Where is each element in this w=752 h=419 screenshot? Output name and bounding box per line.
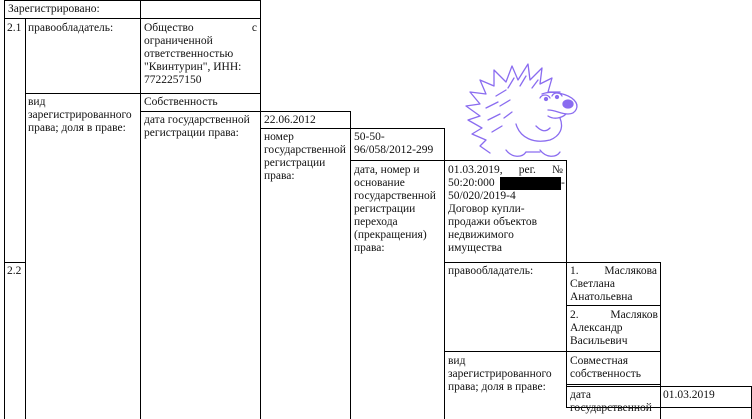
reg-date-value: 01.03.2019 — [663, 389, 715, 401]
grid-line — [350, 111, 351, 419]
holder-index: 1. — [570, 265, 579, 277]
grid-line — [444, 351, 660, 352]
reg-date-value: 22.06.2012 — [264, 114, 316, 126]
holder-label: правообладатель: — [448, 265, 534, 277]
transfer-label: дата, номер и основание государственной регистрации перехода (прекращения) права: — [354, 164, 436, 254]
right-type-label: вид зарегистрированного права; доля в праве: — [448, 355, 552, 393]
grid-line — [260, 18, 261, 111]
right-type-value: Совместная собственность — [570, 355, 642, 380]
transfer-value-dash: - — [561, 177, 565, 189]
holder-label: правообладатель: — [28, 22, 114, 34]
holder-name: Светлана Анатольевна — [570, 278, 633, 303]
transfer-value-line1: 01.03.2019, рег. № — [448, 164, 563, 176]
registered-label: Зарегистрировано: — [8, 3, 100, 15]
grid-line — [444, 262, 660, 263]
grid-line — [566, 384, 660, 385]
grid-line — [25, 18, 26, 419]
holder-name-line1: Маслякова — [604, 265, 657, 277]
grid-line — [25, 93, 140, 94]
grid-line — [260, 0, 261, 18]
grid-line — [566, 386, 752, 387]
grid-line — [140, 93, 260, 94]
grid-line — [660, 262, 661, 419]
hedgehog-doodle-icon — [456, 58, 586, 166]
redaction-bar — [500, 177, 561, 190]
right-type-label: вид зарегистрированного права; доля в праве: — [28, 96, 132, 134]
section-number: 2.1 — [7, 22, 22, 34]
holder-value: ограниченной ответственностью "Квинтурин", ИНН: 7722257150 — [144, 35, 242, 86]
grid-line — [4, 0, 5, 419]
reg-number-label: номер государственной регистрации права: — [264, 131, 346, 182]
reg-number-value: 50-50- 96/058/2012-299 — [354, 131, 434, 156]
grid-line — [140, 111, 350, 112]
transfer-value-cadastral: 50:20:000 — [448, 177, 495, 189]
grid-line — [566, 305, 660, 306]
section-number: 2.2 — [7, 265, 22, 277]
holder-name-line1: Масляков — [610, 309, 658, 321]
grid-line — [140, 0, 141, 419]
reg-date-label: дата государственной — [570, 389, 652, 414]
grid-line — [4, 18, 260, 19]
grid-line — [444, 128, 445, 419]
grid-line — [4, 0, 260, 1]
grid-line — [660, 407, 752, 408]
transfer-value: 50/020/2019-4 Договор купли- продажи объектов недвижимого имущества — [448, 190, 538, 254]
grid-line — [260, 111, 261, 419]
holder-index: 2. — [570, 309, 579, 321]
holder-name: Александр Васильевич — [570, 322, 628, 347]
reg-date-label: дата государственной регистрации права: — [144, 114, 250, 139]
holder-value-line1: Общество с — [144, 22, 257, 34]
grid-line — [566, 160, 567, 407]
grid-line — [4, 262, 25, 263]
grid-line — [260, 128, 444, 129]
right-type-value: Собственность — [144, 96, 218, 108]
